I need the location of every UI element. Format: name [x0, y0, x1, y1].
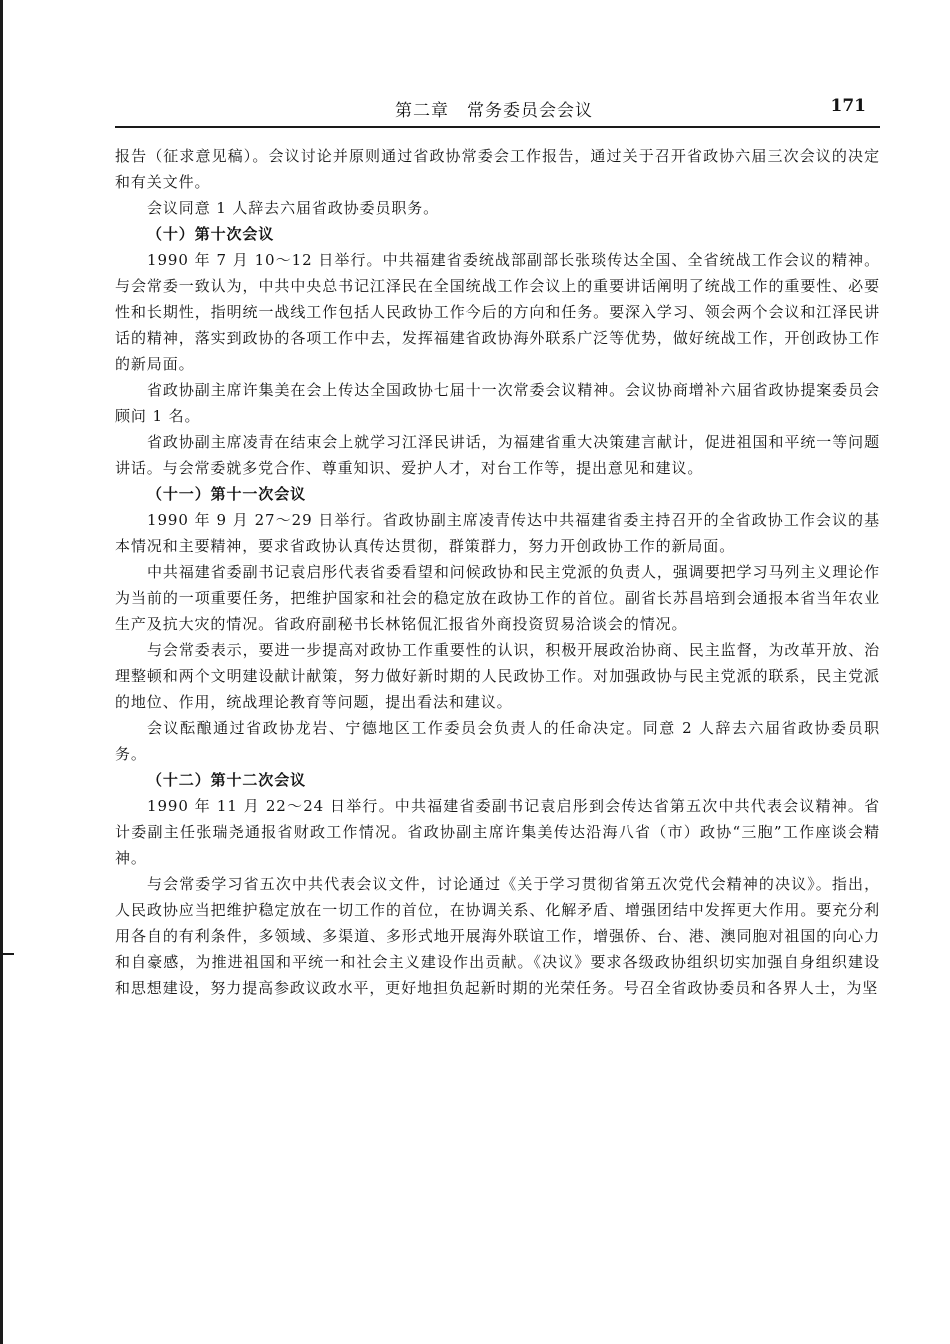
header-rule: [115, 126, 880, 128]
page-left-border: [0, 0, 3, 1344]
paragraph-11th-meeting-members: 与会常委表示，要进一步提高对政协工作重要性的认识，积极开展政治协商、民主监督，为改革开放、治理整顿和两个文明建设献计献策，努力做好新时期的人民政协工作。对加强政协与民主党派的联系，民主党派的地位、作用，统战理论教育等问题，提出看法和建议。: [115, 641, 880, 711]
paragraph-10th-meeting-ling: 省政协副主席凌青在结束会上就学习江泽民讲话，为福建省重大决策建言献计，促进祖国和平统一等问题讲话。与会常委就多党合作、尊重知识、爱护人才，对台工作等，提出意见和建议。: [115, 433, 880, 477]
paragraph-11th-meeting-yuan: 中共福建省委副书记袁启彤代表省委看望和问候政协和民主党派的负责人，强调要把学习马列主义理论作为当前的一项重要任务，把维护国家和社会的稳定放在政协工作的首位。副省长苏昌培到会通报本省当年农业生产及抗大灾的情况。省政府副秘书长林铭侃汇报省外商投资贸易洽谈会的情况。: [115, 563, 880, 633]
chapter-title: 第二章 常务委员会会议: [395, 101, 593, 121]
section-heading-11th-meeting: （十一）第十一次会议: [147, 485, 307, 503]
section-heading-12th-meeting: （十二）第十二次会议: [147, 771, 307, 789]
paragraph-12th-meeting-intro: 1990 年 11 月 22～24 日举行。中共福建省委副书记袁启彤到会传达省第五次中共代表会议精神。省计委副主任张瑞尧通报省财政工作情况。省政协副主席许集美传达沿海八省（市）政协“三胞”工作座谈会精神。: [115, 797, 880, 867]
running-header: [115, 94, 880, 126]
paragraph-10th-meeting-intro: 1990 年 7 月 10～12 日举行。中共福建省委统战部副部长张琰传达全国、全省统战工作会议的精神。与会常委一致认为，中共中央总书记江泽民在全国统战工作会议上的重要讲话阐明了统战工作的重要性、必要性和长期性，指明统一战线工作包括人民政协工作今后的方向和任务。要深入学习、领会两个会议和江泽民讲话的精神，落实到政协的各项工作中去，发挥福建省政协海外联系广泛等优势，做好统战工作，开创政协工作的新局面。: [115, 251, 880, 373]
page-body: [115, 143, 880, 1001]
paragraph-continued-report: 报告（征求意见稿）。会议讨论并原则通过省政协常委会工作报告，通过关于召开省政协六届三次会议的决定和有关文件。: [115, 147, 880, 191]
paragraph-10th-meeting-xu: 省政协副主席许集美在会上传达全国政协七届十一次常委会议精神。会议协商增补六届省政协提案委员会顾问 1 名。: [115, 381, 880, 425]
paragraph-resignation-1: 会议同意 1 人辞去六届省政协委员职务。: [147, 199, 440, 217]
page-number: 171: [830, 96, 866, 116]
paragraph-11th-meeting-appointment: 会议酝酿通过省政协龙岩、宁德地区工作委员会负责人的任命决定。同意 2 人辞去六届省政协委员职务。: [115, 719, 880, 763]
paragraph-12th-meeting-resolution: 与会常委学习省五次中共代表会议文件，讨论通过《关于学习贯彻省第五次党代会精神的决议》。指出，人民政协应当把维护稳定放在一切工作的首位，在协调关系、化解矛盾、增强团结中发挥更大作用。要充分利用各自的有利条件，多领域、多渠道、多形式地开展海外联谊工作，增强侨、台、港、澳同胞对祖国的向心力和自豪感，为推进祖国和平统一和社会主义建设作出贡献。《决议》要求各级政协组织切实加强自身组织建设和思想建设，努力提高参政议政水平，更好地担负起新时期的光荣任务。号召全省政协委员和各界人士，为坚: [115, 875, 880, 997]
section-heading-10th-meeting: （十）第十次会议: [147, 225, 275, 243]
paragraph-11th-meeting-intro: 1990 年 9 月 27～29 日举行。省政协副主席凌青传达中共福建省委主持召开的全省政协工作会议的基本情况和主要精神，要求省政协认真传达贯彻，群策群力，努力开创政协工作的新局面。: [115, 511, 880, 555]
margin-tick-mark: [0, 953, 14, 955]
